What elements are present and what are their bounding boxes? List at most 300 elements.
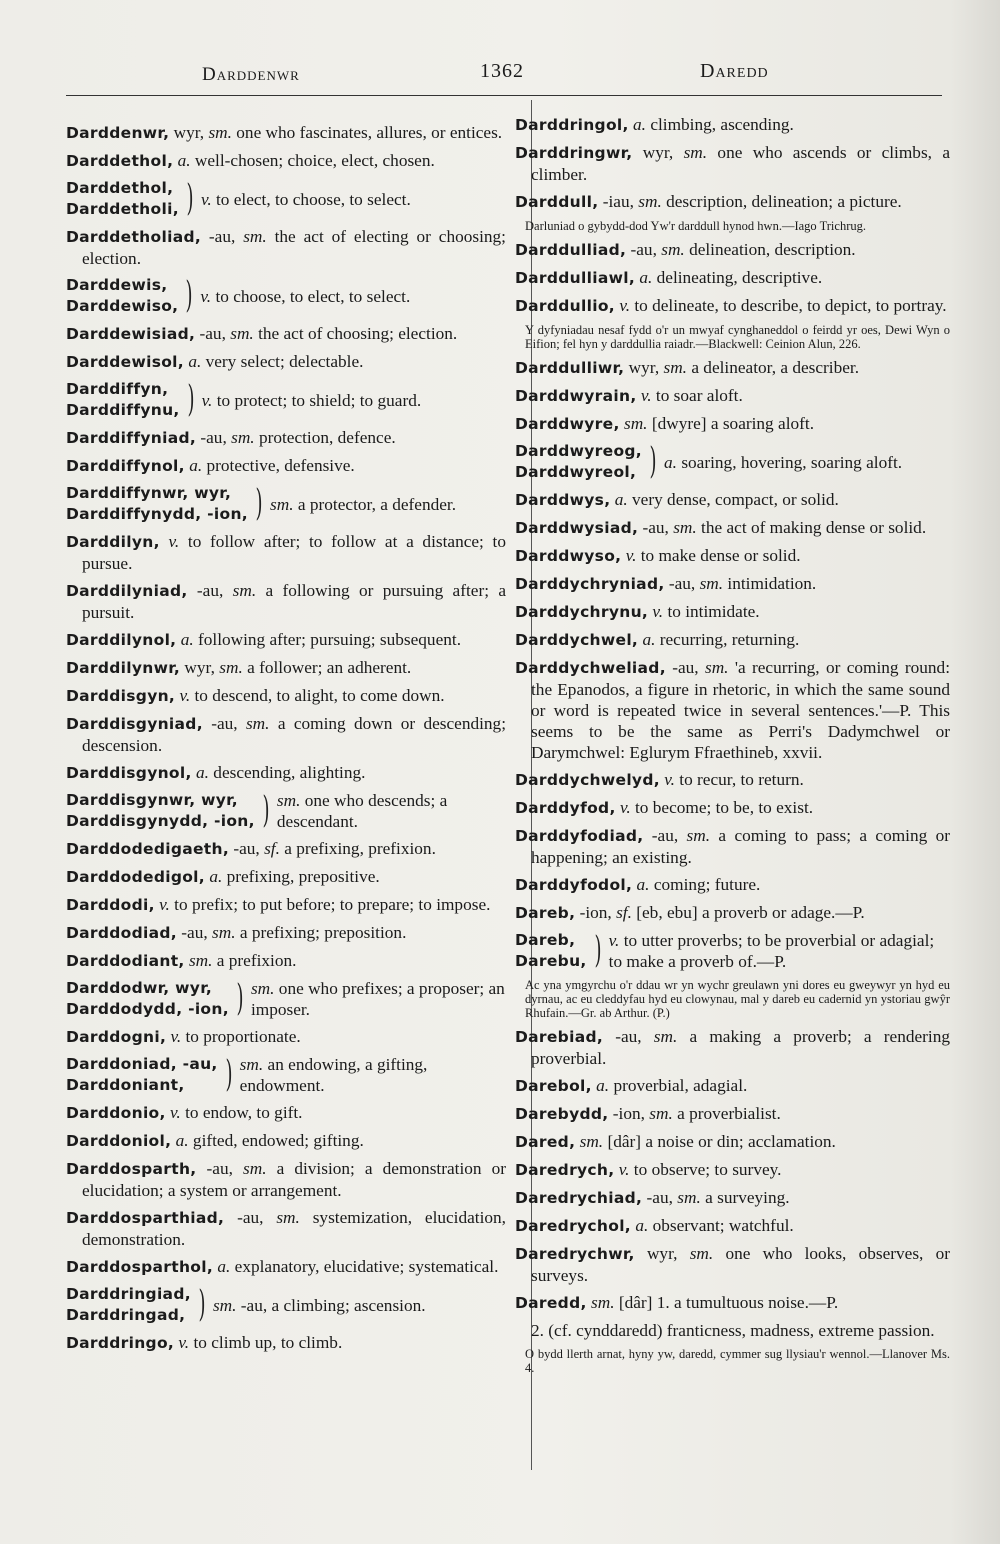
dictionary-entry bbox=[66, 427, 506, 449]
entry-headword: Darddisgynol, bbox=[66, 764, 192, 782]
entry-headword: Darddwyreol, bbox=[515, 463, 637, 481]
entry-part-of-speech: v. bbox=[625, 546, 637, 565]
entry-definition: climbing, ascending. bbox=[646, 115, 794, 134]
entry-part-of-speech: v. bbox=[640, 386, 652, 405]
entry-headword: Darebu, bbox=[515, 952, 587, 970]
entry-definition: one who descends; a descendant. bbox=[276, 791, 448, 831]
entry-headword: Darddodi, bbox=[66, 896, 155, 914]
entry-definition: to choose, to elect, to select. bbox=[211, 286, 411, 306]
entry-plural: -ion, bbox=[608, 1104, 650, 1123]
entry-definition: coming; future. bbox=[649, 875, 761, 894]
entry-part-of-speech: sm. bbox=[250, 979, 275, 998]
dictionary-entry bbox=[66, 1130, 506, 1152]
entry-part-of-speech: sm. bbox=[212, 1295, 237, 1315]
dictionary-entry bbox=[515, 239, 950, 261]
entry-headword: Darddewisiad, bbox=[66, 325, 196, 343]
entry-headword: Darddringwr, bbox=[515, 144, 633, 162]
entry-plural: -au, bbox=[195, 324, 231, 343]
dictionary-entry bbox=[66, 950, 506, 972]
entry-definition: to delineate, to describe, to depict, to portray. bbox=[630, 296, 947, 315]
entry-headword: Darddetholiad, bbox=[66, 228, 202, 246]
entry-headword: Darddodwr, wyr, bbox=[66, 979, 213, 997]
entry-plural: wyr, bbox=[632, 143, 684, 162]
entry-headword: Darddewisol, bbox=[66, 353, 184, 371]
entry-definition-block bbox=[213, 1295, 506, 1316]
entry-sense: 2. (cf. cynddaredd) franticness, madness, extreme passion. bbox=[531, 1321, 935, 1340]
entry-part-of-speech: sm. bbox=[243, 227, 267, 246]
entry-headword: Darddosparth, bbox=[66, 1160, 197, 1178]
entry-headword: Daredd, bbox=[515, 1294, 587, 1312]
entry-headword: Darddodedigaeth, bbox=[66, 840, 230, 858]
entry-definition: to make dense or solid. bbox=[636, 546, 801, 565]
entry-part-of-speech: v. bbox=[619, 296, 631, 315]
dictionary-entry bbox=[515, 797, 950, 819]
dictionary-entry bbox=[515, 1075, 950, 1097]
entry-definition: [dwyre] a soaring aloft. bbox=[647, 414, 815, 433]
entry-part-of-speech: v. bbox=[619, 798, 631, 817]
entry-plural: -au, bbox=[196, 428, 232, 447]
dictionary-entry bbox=[515, 142, 950, 185]
entry-part-of-speech: v. bbox=[178, 1333, 190, 1352]
entry-headword: Darddisgynydd, -ion, bbox=[66, 812, 255, 830]
entry-part-of-speech: sm. bbox=[686, 826, 711, 845]
entry-headword: Darddwyrain, bbox=[515, 387, 637, 405]
entry-headword: Daredrychol, bbox=[515, 1217, 631, 1235]
entry-definition: [eb, ebu] a proverb or adage.—P. bbox=[631, 903, 865, 922]
entry-part-of-speech: sm. bbox=[653, 1027, 678, 1046]
entry-plural: wyr, bbox=[624, 358, 664, 377]
entry-plural: -au, bbox=[643, 826, 687, 845]
dictionary-entry bbox=[515, 489, 950, 511]
header-left-guideword: Darddenwr bbox=[202, 64, 300, 85]
entry-headword: Darddiffyniad, bbox=[66, 429, 197, 447]
headword-group bbox=[66, 978, 229, 1020]
entry-definition: to utter proverbs; to be proverbial or adagial; to make a proverb of.—P. bbox=[608, 931, 935, 971]
headword-group bbox=[515, 930, 587, 972]
dictionary-entry bbox=[515, 114, 950, 136]
entry-headword: Darddilyn, bbox=[66, 533, 160, 551]
entry-part-of-speech: sm. bbox=[208, 123, 232, 142]
dictionary-entry-group bbox=[66, 178, 506, 220]
dictionary-entry bbox=[515, 1103, 950, 1125]
entry-part-of-speech: a. bbox=[636, 875, 650, 894]
entry-headword: Darddodiad, bbox=[66, 924, 177, 942]
entry-definition: proverbial, adagial. bbox=[609, 1076, 748, 1095]
entry-headword: Daredrych, bbox=[515, 1161, 615, 1179]
entry-plural: -au, bbox=[603, 1027, 654, 1046]
entry-headword: Darddenwr, bbox=[66, 124, 170, 142]
entry-definition: very dense, compact, or solid. bbox=[627, 490, 839, 509]
headword-group bbox=[66, 379, 180, 421]
entry-headword: Darebiad, bbox=[515, 1028, 604, 1046]
dictionary-entry-group bbox=[66, 978, 506, 1020]
dictionary-entry bbox=[515, 657, 950, 763]
dictionary-entry bbox=[515, 1243, 950, 1286]
entry-part-of-speech: sm. bbox=[683, 143, 708, 162]
entry-headword: Darddull, bbox=[515, 193, 599, 211]
entry-headword: Darddisgynwr, wyr, bbox=[66, 791, 238, 809]
entry-definition: 'a recurring, or coming round: the Epanodos, a figure in rhetoric, in which the same sound or word is repeated twice in several sentences.'—P. This seems to be the same as Perri's Dadymchwel or Darymchwel: Eglurym Ffraethineb, xxvii. bbox=[531, 658, 950, 762]
dictionary-entry bbox=[66, 351, 506, 373]
entry-headword: Darddodydd, -ion, bbox=[66, 1000, 229, 1018]
entry-part-of-speech: sm. bbox=[638, 192, 662, 211]
brace-glyph: ) bbox=[187, 379, 195, 420]
entry-headword: Darddilynwr, bbox=[66, 659, 181, 677]
dictionary-entry bbox=[515, 191, 950, 213]
dictionary-entry bbox=[66, 894, 506, 916]
dictionary-entry-group bbox=[66, 483, 506, 525]
entry-plural: -au, bbox=[665, 658, 705, 677]
dictionary-entry bbox=[66, 838, 506, 860]
entry-definition: to soar aloft. bbox=[651, 386, 743, 405]
entry-part-of-speech: a. bbox=[180, 630, 194, 649]
entry-headword: Darddyfodol, bbox=[515, 876, 633, 894]
right-column bbox=[515, 114, 950, 1381]
dictionary-entry bbox=[66, 657, 506, 679]
headword-group bbox=[66, 1284, 191, 1326]
entry-part-of-speech: sf. bbox=[616, 903, 632, 922]
brace-glyph: ) bbox=[255, 483, 263, 524]
entry-headword: Darddoniol, bbox=[66, 1132, 172, 1150]
entry-definition: description, delineation; a picture. bbox=[661, 192, 902, 211]
dictionary-entry-group bbox=[66, 379, 506, 421]
entry-part-of-speech: sm. bbox=[663, 358, 687, 377]
entry-headword: Darddwysiad, bbox=[515, 519, 639, 537]
entry-part-of-speech: sm. bbox=[239, 1055, 264, 1074]
entry-part-of-speech: v. bbox=[170, 1027, 182, 1046]
entry-headword: Darddulliawl, bbox=[515, 269, 636, 287]
dictionary-entry bbox=[515, 413, 950, 435]
entry-definition: to observe; to survey. bbox=[629, 1160, 782, 1179]
dictionary-entry bbox=[66, 1256, 506, 1278]
entry-part-of-speech: sm. bbox=[661, 240, 685, 259]
entry-part-of-speech: sm. bbox=[276, 1208, 300, 1227]
brace-glyph: ) bbox=[262, 790, 270, 831]
entry-part-of-speech: a. bbox=[188, 352, 202, 371]
entry-plural: -au, bbox=[229, 839, 265, 858]
entry-part-of-speech: sm. bbox=[677, 1188, 701, 1207]
dictionary-entry bbox=[66, 455, 506, 477]
entry-headword: Darddonio, bbox=[66, 1104, 166, 1122]
entry-headword: Darddyfodiad, bbox=[515, 827, 644, 845]
entry-part-of-speech: a. bbox=[175, 1131, 189, 1150]
entry-definition: to proportionate. bbox=[181, 1027, 301, 1046]
dictionary-entry-group bbox=[66, 1284, 506, 1326]
entry-definition: prefixing, prepositive. bbox=[222, 867, 380, 886]
dictionary-entry bbox=[515, 573, 950, 595]
headword-group bbox=[515, 441, 642, 483]
entry-headword: Darddisgyn, bbox=[66, 687, 176, 705]
dictionary-entry bbox=[515, 295, 950, 317]
entry-headword: Darddiffynu, bbox=[66, 401, 180, 419]
entry-part-of-speech: sm. bbox=[219, 658, 243, 677]
entry-definition: to protect; to shield; to guard. bbox=[212, 390, 422, 410]
headword-group bbox=[66, 483, 248, 525]
entry-definition: intimidation. bbox=[723, 574, 817, 593]
entry-part-of-speech: sm. bbox=[245, 714, 270, 733]
entry-part-of-speech: sm. bbox=[704, 658, 729, 677]
brace-glyph: ) bbox=[236, 978, 244, 1019]
entry-headword: Darddwys, bbox=[515, 491, 611, 509]
entry-headword: Dared, bbox=[515, 1133, 576, 1151]
entry-headword: Daredrychiad, bbox=[515, 1189, 643, 1207]
entry-part-of-speech: a. bbox=[664, 452, 677, 472]
entry-headword: Darddychwel, bbox=[515, 631, 639, 649]
dictionary-entry bbox=[515, 902, 950, 924]
entry-headword: Darddodedigol, bbox=[66, 868, 205, 886]
dictionary-entry bbox=[66, 580, 506, 623]
entry-definition: a prefixing; preposition. bbox=[235, 923, 407, 942]
entry-headword: Darddosparthiad, bbox=[66, 1209, 225, 1227]
entry-headword: Daredrychwr, bbox=[515, 1245, 635, 1263]
citation-quote: Ac yna ymgyrchu o'r ddau wr yn wychr greulawn yni dores eu gweywyr yn hyd eu dyrnau, ac eu cleddyfau hyd eu clowynau, mal y dareb eu cadernid yn ystoriau gwŷr Rhufain.—Gr. ab Arthur. (P.) bbox=[525, 978, 950, 1020]
entry-definition: a division; a demonstration or elucidation; a system or arrangement. bbox=[82, 1159, 506, 1200]
entry-definition: a following or pursuing after; a pursuit. bbox=[82, 581, 507, 622]
entry-definition: the act of making dense or solid. bbox=[696, 518, 927, 537]
entry-part-of-speech: a. bbox=[614, 490, 628, 509]
entry-headword: Darddogni, bbox=[66, 1028, 167, 1046]
dictionary-entry-group bbox=[66, 790, 506, 832]
entry-definition: explanatory, elucidative; systematical. bbox=[230, 1257, 499, 1276]
entry-definition: a proverbialist. bbox=[672, 1104, 781, 1123]
entry-plural: -au, bbox=[626, 240, 662, 259]
entry-headword: Darddilynol, bbox=[66, 631, 177, 649]
entry-definition: one who ascends or climbs, a climber. bbox=[531, 143, 950, 184]
entry-definition: a follower; an adherent. bbox=[242, 658, 412, 677]
entry-definition: very select; delectable. bbox=[201, 352, 364, 371]
entry-definition: systemization, elucidation, demonstration. bbox=[82, 1208, 507, 1249]
entry-part-of-speech: v. bbox=[200, 286, 212, 306]
dictionary-entry-group bbox=[515, 441, 950, 483]
entry-part-of-speech: sm. bbox=[243, 1159, 267, 1178]
entry-part-of-speech: a. bbox=[633, 115, 646, 134]
entry-headword: Darddulliad, bbox=[515, 241, 627, 259]
dictionary-entry bbox=[66, 323, 506, 345]
dictionary-entry-group bbox=[515, 930, 950, 972]
dictionary-entry bbox=[66, 122, 506, 144]
dictionary-entry bbox=[66, 150, 506, 172]
entry-definition-block bbox=[664, 452, 950, 473]
entry-plural: -au, bbox=[176, 923, 212, 942]
entry-part-of-speech: v. bbox=[170, 1103, 181, 1122]
citation-quote: O bydd llerth arnat, hyny yw, daredd, cymmer sug llysiau'r wennol.—Llanover Ms. 4. bbox=[525, 1347, 950, 1375]
entry-definition: to elect, to choose, to select. bbox=[211, 189, 411, 209]
entry-part-of-speech: v. bbox=[664, 770, 675, 789]
entry-definition-block bbox=[201, 189, 506, 210]
dictionary-entry bbox=[515, 1026, 950, 1069]
dictionary-entry-group bbox=[66, 1054, 506, 1096]
entry-plural: -au, bbox=[642, 1188, 678, 1207]
entry-plural: -au, bbox=[638, 518, 674, 537]
entry-definition: recurring, returning. bbox=[655, 630, 800, 649]
brace-glyph: ) bbox=[649, 441, 657, 482]
entry-headword: Darddwyre, bbox=[515, 415, 620, 433]
entry-part-of-speech: a. bbox=[177, 151, 191, 170]
entry-definition: observant; watchful. bbox=[648, 1216, 794, 1235]
entry-headword: Darddullio, bbox=[515, 297, 615, 315]
dictionary-entry bbox=[515, 1215, 950, 1237]
dictionary-entry-group bbox=[66, 275, 506, 317]
running-header bbox=[190, 60, 950, 86]
entry-headword: Dareb, bbox=[515, 904, 576, 922]
entry-definition-block bbox=[277, 790, 506, 832]
entry-headword: Darddoniant, bbox=[66, 1076, 185, 1094]
dictionary-entry bbox=[66, 866, 506, 888]
entry-definition: one who looks, observes, or surveys. bbox=[531, 1244, 950, 1285]
entry-definition: protection, defence. bbox=[254, 428, 396, 447]
entry-headword: Darddringo, bbox=[66, 1334, 175, 1352]
entry-definition: to descend, to alight, to come down. bbox=[190, 686, 445, 705]
dictionary-entry bbox=[66, 1158, 506, 1201]
brace-glyph: ) bbox=[186, 178, 194, 219]
entry-definition: to follow after; to follow at a distance; to pursue. bbox=[82, 532, 506, 573]
entry-headword: Darddewis, bbox=[66, 276, 168, 294]
entry-definition: an endowing, a gifting, endowment. bbox=[239, 1055, 428, 1095]
entry-part-of-speech: a. bbox=[217, 1257, 231, 1276]
entry-part-of-speech: v. bbox=[159, 895, 170, 914]
entry-definition: a coming down or descending; descension. bbox=[82, 714, 506, 755]
dictionary-entry bbox=[66, 762, 506, 784]
dictionary-entry bbox=[66, 629, 506, 651]
brace-glyph: ) bbox=[225, 1054, 233, 1095]
dictionary-entry bbox=[515, 357, 950, 379]
dictionary-entry bbox=[515, 385, 950, 407]
dictionary-entry bbox=[66, 713, 506, 756]
entry-plural: wyr, bbox=[169, 123, 209, 142]
entry-headword: Darddetholi, bbox=[66, 200, 179, 218]
dictionary-entry bbox=[66, 1102, 506, 1124]
dictionary-entry bbox=[66, 1332, 506, 1354]
dictionary-entry bbox=[515, 874, 950, 896]
entry-part-of-speech: a. bbox=[639, 268, 653, 287]
entry-headword: Darddiffynol, bbox=[66, 457, 185, 475]
entry-headword: Darddychrynu, bbox=[515, 603, 649, 621]
entry-plural: -au, bbox=[201, 227, 244, 246]
entry-definition: [dâr] a noise or din; acclamation. bbox=[603, 1132, 836, 1151]
entry-headword: Darddodiant, bbox=[66, 952, 185, 970]
entry-definition: a surveying. bbox=[700, 1188, 790, 1207]
entry-part-of-speech: a. bbox=[209, 867, 223, 886]
entry-part-of-speech: v. bbox=[168, 532, 180, 551]
entry-definition: to recur, to return. bbox=[674, 770, 804, 789]
entry-definition: gifted, endowed; gifting. bbox=[188, 1131, 364, 1150]
dictionary-entry bbox=[66, 1207, 506, 1250]
entry-definition: to climb up, to climb. bbox=[189, 1333, 343, 1352]
entry-definition: delineating, descriptive. bbox=[652, 268, 823, 287]
entry-definition: a delineator, a describer. bbox=[687, 358, 860, 377]
entry-part-of-speech: sm. bbox=[230, 324, 254, 343]
entry-part-of-speech: sm. bbox=[212, 923, 236, 942]
entry-headword: Darddringad, bbox=[66, 1306, 186, 1324]
entry-headword: Darddychweliad, bbox=[515, 659, 666, 677]
entry-headword: Darddiffynwr, wyr, bbox=[66, 484, 232, 502]
entry-part-of-speech: a. bbox=[642, 630, 656, 649]
entry-headword: Darebydd, bbox=[515, 1105, 609, 1123]
entry-headword: Darddethol, bbox=[66, 152, 174, 170]
entry-part-of-speech: sm. bbox=[579, 1132, 604, 1151]
headword-group bbox=[66, 275, 178, 317]
entry-plural bbox=[160, 532, 169, 551]
entry-headword: Darddilyniad, bbox=[66, 582, 188, 600]
entry-headword: Darddyfod, bbox=[515, 799, 616, 817]
dictionary-entry bbox=[66, 1026, 506, 1048]
entry-definition-block bbox=[609, 930, 950, 972]
entry-plural: -iau, bbox=[598, 192, 639, 211]
entry-definition: -au, a climbing; ascension. bbox=[236, 1295, 426, 1315]
entry-part-of-speech: sm. bbox=[591, 1293, 615, 1312]
dictionary-entry bbox=[515, 517, 950, 539]
brace-glyph: ) bbox=[185, 275, 193, 316]
entry-definition: a prefixing, prefixion. bbox=[279, 839, 436, 858]
entry-headword: Darddwyreog, bbox=[515, 442, 642, 460]
entry-definition-block bbox=[240, 1054, 506, 1096]
dictionary-entry bbox=[515, 1187, 950, 1209]
entry-definition-block bbox=[270, 494, 506, 515]
dictionary-entry bbox=[515, 267, 950, 289]
entry-headword: Darddiffynydd, -ion, bbox=[66, 505, 248, 523]
entry-definition: a making a proverb; a rendering proverbial. bbox=[531, 1027, 950, 1068]
entry-part-of-speech: a. bbox=[196, 763, 209, 782]
entry-headword: Darddychryniad, bbox=[515, 575, 665, 593]
entry-definition: the act of choosing; election. bbox=[253, 324, 458, 343]
brace-glyph: ) bbox=[594, 930, 602, 971]
entry-definition: following after; pursuing; subsequent. bbox=[193, 630, 462, 649]
entry-headword: Darddringol, bbox=[515, 116, 629, 134]
entry-definition: a protector, a defender. bbox=[293, 494, 457, 514]
entry-headword: Darebol, bbox=[515, 1077, 592, 1095]
entry-part-of-speech: sm. bbox=[270, 494, 294, 514]
entry-part-of-speech: sm. bbox=[649, 1104, 673, 1123]
brace-glyph: ) bbox=[198, 1284, 206, 1325]
entry-definition: one who fascinates, allures, or entices. bbox=[231, 123, 503, 142]
headword-group bbox=[66, 178, 179, 220]
entry-plural: -ion, bbox=[575, 903, 617, 922]
entry-definition-block bbox=[251, 978, 506, 1020]
citation-quote: Y dyfyniadau nesaf fydd o'r un mwyaf cynghaneddol o feirdd yr oes, Dewi Wyn o Eifion; fel hyn y darddullia raiadr.—Blackwell: Ceinion Alun, 226. bbox=[525, 323, 950, 351]
dictionary-entry bbox=[66, 685, 506, 707]
entry-headword: Darddosparthol, bbox=[66, 1258, 214, 1276]
entry-headword: Darddwyso, bbox=[515, 547, 622, 565]
entry-definition: delineation, description. bbox=[684, 240, 856, 259]
entry-definition: a prefixion. bbox=[212, 951, 297, 970]
dictionary-entry bbox=[515, 545, 950, 567]
entry-part-of-speech: v. bbox=[652, 602, 664, 621]
entry-definition: to endow, to gift. bbox=[180, 1103, 303, 1122]
entry-definition: the act of electing or choosing; election. bbox=[82, 227, 506, 268]
dictionary-entry bbox=[515, 629, 950, 651]
entry-part-of-speech: sm. bbox=[699, 574, 724, 593]
entry-part-of-speech: a. bbox=[596, 1076, 610, 1095]
entry-headword: Dareb, bbox=[515, 931, 576, 949]
entry-definition: well-chosen; choice, elect, chosen. bbox=[190, 151, 435, 170]
entry-plural: -au, bbox=[187, 581, 233, 600]
page-number: 1362 bbox=[480, 60, 524, 82]
entry-plural: -au, bbox=[664, 574, 700, 593]
dictionary-entry bbox=[66, 531, 506, 574]
entry-definition-block bbox=[202, 390, 506, 411]
left-column bbox=[66, 122, 506, 1360]
entry-definition: protective, defensive. bbox=[202, 456, 355, 475]
header-right-guideword: Daredd bbox=[700, 60, 769, 82]
entry-definition: a coming to pass; a coming or happening; an existing. bbox=[531, 826, 950, 867]
entry-part-of-speech: v. bbox=[201, 390, 213, 410]
headword-group bbox=[66, 790, 255, 832]
entry-part-of-speech: v. bbox=[618, 1160, 630, 1179]
dictionary-entry bbox=[66, 922, 506, 944]
entry-part-of-speech: sm. bbox=[276, 791, 301, 810]
entry-part-of-speech: sm. bbox=[232, 581, 257, 600]
entry-plural: -au, bbox=[202, 714, 246, 733]
